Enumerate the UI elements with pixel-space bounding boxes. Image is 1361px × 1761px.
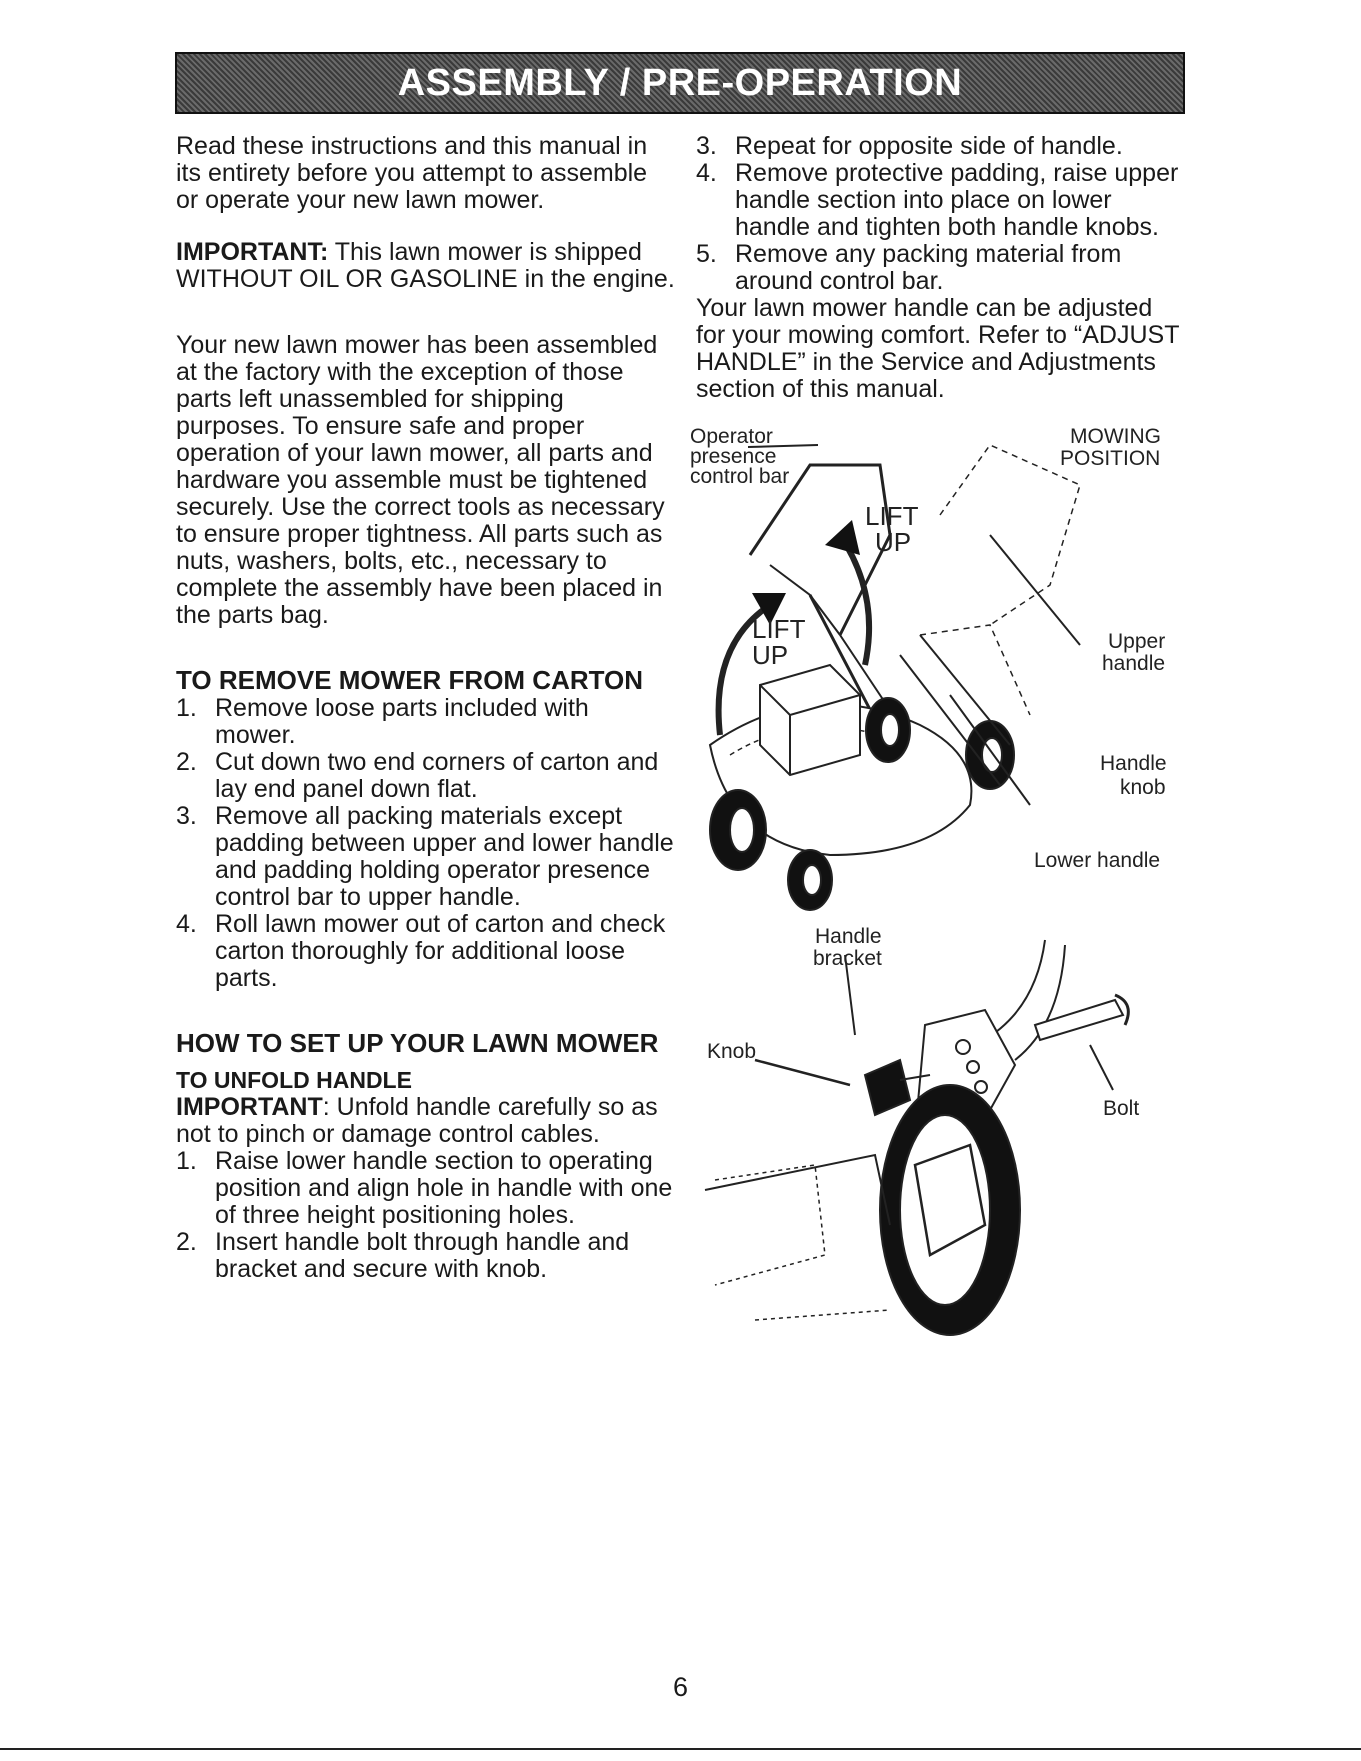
page-number: 6: [672, 1672, 689, 1702]
step-text: Roll lawn mower out of carton and check carton thoroughly for additional loose parts.: [215, 910, 666, 992]
step-text: Repeat for opposite side of handle.: [735, 132, 1123, 160]
unfold-handle-heading: TO UNFOLD HANDLE: [176, 1067, 412, 1093]
assembly-paragraph: Your new lawn mower has been assembled at the factory with the exception of those parts left unassembled for shipping purposes. To ensure safe and proper operation of your lawn mower, all parts and hardware you assemble must be tightened securely. Use the correct tools as necessary to ensure proper tightness. All parts such as nuts, washers, bolts, etc., necessary to complete the assembly have been placed in the parts bag.: [176, 331, 665, 629]
bottom-divider: [0, 1748, 1361, 1750]
step-number: 3.: [176, 802, 197, 830]
list-item: [176, 749, 676, 803]
unfold-steps-list: [176, 1148, 676, 1283]
left-column: [176, 133, 676, 1283]
step-text: Remove loose parts included with mower.: [215, 694, 589, 749]
handle-bracket-label-line-2: bracket: [813, 947, 882, 970]
adjust-note: Your lawn mower handle can be adjusted for your mowing comfort. Refer to “ADJUST HANDLE” in the Service and Adjustments section of this manual.: [696, 294, 1180, 403]
important-notice: [176, 239, 676, 293]
lift-up-label-2a: LIFT: [752, 614, 806, 644]
list-item: [696, 133, 1186, 160]
important-text: : Unfold handle carefully so as not to pinch or damage control cables.: [176, 1093, 658, 1148]
step-text: Remove any packing material from around control bar.: [735, 240, 1122, 295]
upper-handle-label-line-2: handle: [1102, 652, 1166, 675]
step-text: Remove protective padding, raise upper handle section into place on lower handle and tighten both handle knobs.: [735, 159, 1179, 241]
step-number: 4.: [176, 910, 197, 938]
unfold-important: [176, 1094, 676, 1148]
list-item: [176, 803, 676, 911]
step-number: 2.: [176, 1228, 197, 1256]
list-item: [176, 1148, 676, 1229]
upper-handle-label-line-1: Upper: [1108, 630, 1166, 653]
step-text: Insert handle bolt through handle and bracket and secure with knob.: [215, 1228, 630, 1283]
right-column: [696, 133, 1186, 403]
step-text: Raise lower handle section to operating position and align hole in handle with one of three height positioning holes.: [215, 1147, 673, 1229]
remove-mower-heading: TO REMOVE MOWER FROM CARTON: [176, 665, 644, 695]
handle-knob-label-line-1: Handle: [1100, 752, 1167, 775]
important-text: This lawn mower is shipped WITHOUT OIL OR GASOLINE in the engine.: [176, 238, 675, 293]
list-item: [696, 241, 1186, 295]
step-number: 4.: [696, 159, 717, 187]
handle-bracket-label-line-1: Handle: [815, 925, 882, 948]
intro-paragraph: Read these instructions and this manual in its entirety before you attempt to assemble or operate your new lawn mower.: [176, 132, 648, 214]
lower-handle-label: Lower handle: [1034, 849, 1161, 872]
setup-heading: HOW TO SET UP YOUR LAWN MOWER: [176, 1028, 659, 1058]
list-item: [176, 1229, 676, 1283]
knob-label: Knob: [707, 1040, 757, 1063]
operator-label-line-1: Operator: [690, 425, 773, 448]
step-number: 3.: [696, 132, 717, 160]
important-label: IMPORTANT: [176, 1093, 323, 1121]
step-number: 5.: [696, 240, 717, 268]
remove-steps-list: [176, 695, 676, 992]
mower-handle-figure: [690, 425, 1190, 905]
list-item: [696, 160, 1186, 241]
operator-label-line-2: presence: [690, 445, 777, 468]
step-text: Remove all packing materials except padding between upper and lower handle and padding holding operator presence control bar to upper handle.: [215, 802, 674, 911]
handle-bracket-figure: [707, 925, 1195, 1385]
step-number: 2.: [176, 748, 197, 776]
lift-up-label-1b: UP: [875, 527, 912, 557]
section-title: ASSEMBLY / PRE-OPERATION: [397, 61, 963, 104]
lift-up-label-2b: UP: [752, 640, 789, 670]
lift-up-label-1a: LIFT: [865, 501, 919, 531]
mowing-position-label-line-2: POSITION: [1060, 447, 1161, 470]
operator-label-line-3: control bar: [690, 465, 790, 488]
list-item: [176, 911, 676, 992]
handle-knob-label-line-2: knob: [1120, 776, 1166, 799]
section-header-banner: [175, 52, 1185, 114]
step-text: Cut down two end corners of carton and lay end panel down flat.: [215, 748, 659, 803]
list-item: [176, 695, 676, 749]
mowing-position-label-line-1: MOWING: [1070, 425, 1161, 448]
bolt-label: Bolt: [1103, 1097, 1140, 1120]
continued-steps-list: [696, 133, 1186, 295]
step-number: 1.: [176, 1147, 197, 1175]
important-label: IMPORTANT:: [176, 238, 329, 266]
step-number: 1.: [176, 694, 197, 722]
